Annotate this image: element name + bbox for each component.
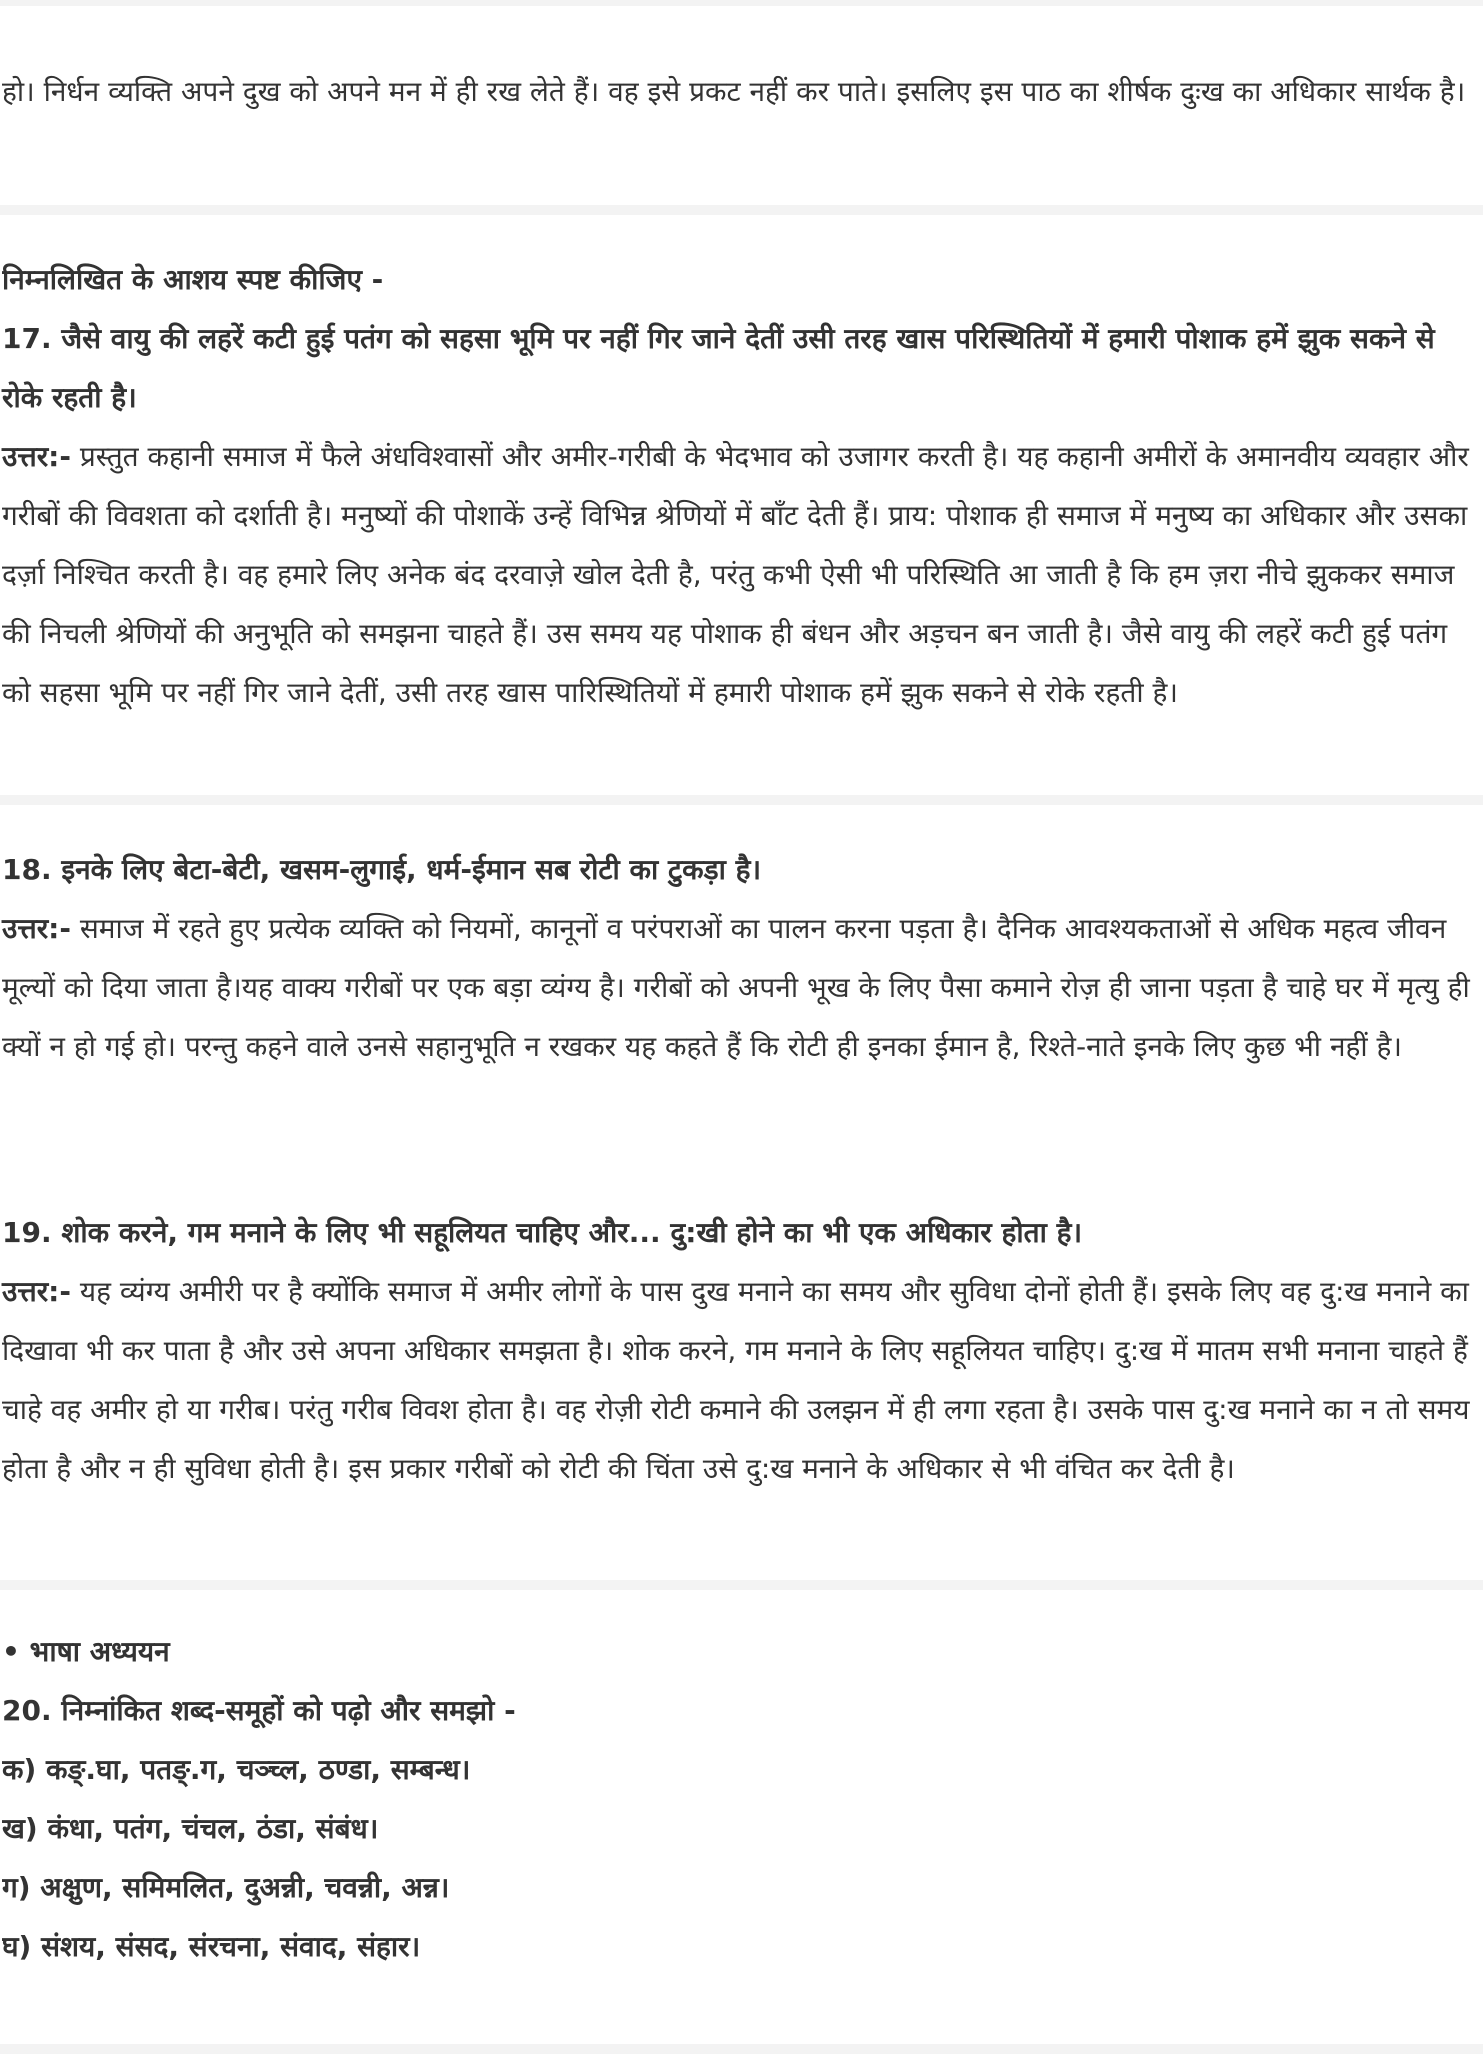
intro-section [0,62,1483,121]
answer-label: उत्तर:- [2,440,71,473]
language-study-heading: • भाषा अध्ययन [2,1635,170,1668]
answer-text: यह व्यंग्य अमीरी पर है क्योंकि समाज में अमीर लोगों के पास दुख मनाने का समय और सुविधा दोनों होती हैं। इसके लिए वह दु:ख मनाने का दिखावा भी कर पाता है और उसे अपना अधिकार समझता है। शोक करने, गम मनाने के लिए सहूलियत चाहिए। दु:ख में मातम सभी मनाना चाहते हैं चाहे वह अमीर हो या गरीब। परंतु गरीब विवश होता है। वह रोज़ी रोटी कमाने की उलझन में ही लगा रहता है। उसके पास दु:ख मनाने का न तो समय होता है और न ही सुविधा होती है। इस प्रकार गरीबों को रोटी की चिंता उसे दु:ख मनाने के अधिकार से भी वंचित कर देती है। [2,1275,1470,1485]
answer-19 [2,1262,1473,1498]
question-20: 20. निम्नांकित शब्द-समूहों को पढ़ो और समझो - [2,1694,516,1727]
intro-paragraph: हो। निर्धन व्यक्ति अपने दुख को अपने मन में ही रख लेते हैं। वह इसे प्रकट नहीं कर पाते। इसलिए इस पाठ का शीर्षक दुःख का अधिकार सार्थक है। [2,75,1466,108]
answer-text: प्रस्तुत कहानी समाज में फैले अंधविश्वासों और अमीर-गरीबी के भेदभाव को उजागर करती है। यह कहानी अमीरों के अमानवीय व्यवहार और गरीबों की विवशता को दर्शाती है। मनुष्यों की पोशाकें उन्हें विभिन्न श्रेणियों में बाँट देती हैं। प्राय: पोशाक ही समाज में मनुष्य का अधिकार और उसका दर्ज़ा निश्चित करती है। वह हमारे लिए अनेक बंद दरवाज़े खोल देती है, परंतु कभी ऐसी भी परिस्थिति आ जाती है कि हम ज़रा नीचे झुककर समाज की निचली श्रेणियों की अनुभूति को समझना चाहते हैं। उस समय यह पोशाक ही बंधन और अड़चन बन जाती है। जैसे वायु की लहरें कटी हुई पतंग को सहसा भूमि पर नहीं गिर जाने देतीं, उसी तरह खास पारिस्थितियों में हमारी पोशाक हमें झुक सकने से रोके रहती है। [2,440,1469,709]
section-heading: निम्नलिखित के आशय स्पष्ट कीजिए - [2,263,384,296]
answer-label: उत्तर:- [2,912,71,945]
question-17: 17. जैसे वायु की लहरें कटी हुई पतंग को सहसा भूमि पर नहीं गिर जाने देतीं उसी तरह खास परिस्थितियों में हमारी पोशाक हमें झुक सकने से रोके रहती है। [2,322,1435,414]
question-18: 18. इनके लिए बेटा-बेटी, खसम-लुगाई, धर्म-ईमान सब रोटी का टुकड़ा है। [2,853,762,886]
question-section-18 [0,840,1483,1076]
separator [0,1580,1483,1590]
answer-18 [2,899,1473,1076]
separator [0,205,1483,215]
question-19: 19. शोक करने, गम मनाने के लिए भी सहूलियत चाहिए और... दु:खी होने का भी एक अधिकार होता है। [2,1216,1083,1249]
top-separator [0,0,1483,6]
word-group-gha: घ) संशय, संसद, संरचना, संवाद, संहार। [2,1930,421,1963]
question-section-17 [0,250,1483,722]
separator [0,795,1483,805]
word-group-ga: ग) अक्षुण, समिमलित, दुअन्नी, चवन्नी, अन्न। [2,1871,450,1904]
word-group-kha: ख) कंधा, पतंग, चंचल, ठंडा, संबंध। [2,1812,379,1845]
answer-label: उत्तर:- [2,1275,71,1308]
word-group-ka: क) कङ्.घा, पतङ्.ग, चञ्च्ल, ठण्डा, सम्बन्ध। [2,1753,471,1786]
answer-17 [2,427,1473,722]
bottom-separator [0,2044,1483,2054]
question-section-19 [0,1203,1483,1498]
answer-text: समाज में रहते हुए प्रत्येक व्यक्ति को नियमों, कानूनों व परंपराओं का पालन करना पड़ता है। दैनिक आवश्यकताओं से अधिक महत्व जीवन मूल्यों को दिया जाता है।यह वाक्य गरीबों पर एक बड़ा व्यंग्य है। गरीबों को अपनी भूख के लिए पैसा कमाने रोज़ ही जाना पड़ता है चाहे घर में मृत्यु ही क्यों न हो गई हो। परन्तु कहने वाले उनसे सहानुभूति न रखकर यह कहते हैं कि रोटी ही इनका ईमान है, रिश्ते-नाते इनके लिए कुछ भी नहीं है। [2,912,1470,1063]
language-study-section [0,1622,1483,1976]
